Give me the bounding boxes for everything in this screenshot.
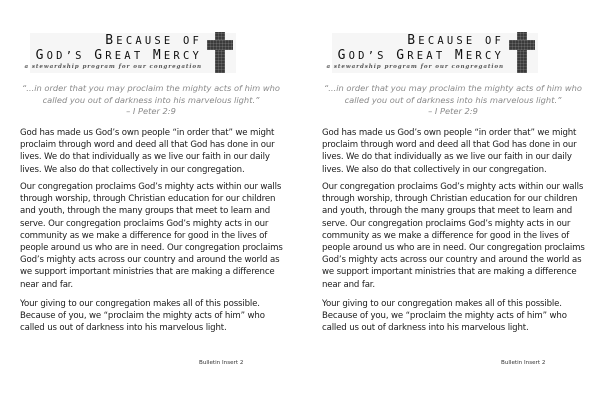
paragraph-2 xyxy=(20,181,295,291)
header-subtitle: a stewardship program for our congregation xyxy=(326,64,504,70)
header-title-line2: GOD’S GREAT MERCY xyxy=(337,48,504,63)
text-line: near and far. xyxy=(20,279,73,290)
text-line: Our congregation proclaims God’s mighty acts within our walls xyxy=(322,182,584,192)
text-line: “...in order that you may proclaim the mighty acts of him who xyxy=(22,83,280,93)
text-line: Your giving to our congregation makes all of this possible. xyxy=(322,299,562,309)
program-header-logo xyxy=(24,33,236,73)
text-line: Our congregation proclaims God’s mighty acts within our walls xyxy=(20,182,282,192)
paragraph-2 xyxy=(322,181,597,291)
text-line: – I Peter 2:9 xyxy=(428,106,478,116)
text-line: called us out of darkness into his marvelous light. xyxy=(20,323,227,334)
text-line: proclaim through word and deed all that God has done in our xyxy=(20,140,275,151)
text-line: lives. We do that individually as we live our faith in our daily xyxy=(322,152,572,163)
text-line: Because of you, we “proclaim the mighty acts of him” who xyxy=(322,311,567,322)
header-title-line1: BECAUSE OF xyxy=(105,33,202,48)
page-footer: Bulletin Insert 2 xyxy=(199,360,244,366)
text-line: Your giving to our congregation makes all of this possible. xyxy=(20,299,260,309)
text-line: lives. We do that individually as we live our faith in our daily xyxy=(20,152,270,163)
text-line: God has made us God’s own people “in order that” we might xyxy=(20,128,275,138)
program-header-logo xyxy=(326,33,538,73)
paragraph-3 xyxy=(322,298,597,335)
header-title-line2: GOD’S GREAT MERCY xyxy=(35,48,202,63)
text-line: community as we make a difference for good in the lives of xyxy=(322,230,570,241)
header-title-line1: BECAUSE OF xyxy=(407,33,504,48)
scripture-quote xyxy=(322,83,584,118)
text-line: called us out of darkness into his marvelous light. xyxy=(322,323,529,334)
text-line: serve. Our congregation proclaims God’s mighty acts in our xyxy=(322,218,571,229)
text-line: near and far. xyxy=(322,279,375,290)
text-line: we support important ministries that are making a difference xyxy=(322,267,577,278)
text-line: lives. We also do that collectively in our congregation. xyxy=(322,164,547,175)
text-line: God has made us God’s own people “in order that” we might xyxy=(322,128,577,138)
paragraph-1 xyxy=(20,127,295,176)
text-line: proclaim through word and deed all that God has done in our xyxy=(322,140,577,151)
cross-icon xyxy=(207,32,233,73)
text-line: and youth, through the many groups that meet to learn and xyxy=(20,206,271,217)
text-line: God’s mighty acts across our country and around the world as xyxy=(20,255,280,266)
scripture-quote xyxy=(20,83,282,118)
text-line: called you out of darkness into his marvelous light.” xyxy=(344,94,562,105)
text-line: lives. We also do that collectively in our congregation. xyxy=(20,164,245,175)
text-line: Because of you, we “proclaim the mighty acts of him” who xyxy=(20,311,265,322)
text-line: through worship, through Christian education for our children xyxy=(20,194,276,205)
page-footer: Bulletin Insert 2 xyxy=(501,360,546,366)
text-line: community as we make a difference for good in the lives of xyxy=(20,230,268,241)
text-line: – I Peter 2:9 xyxy=(126,106,176,116)
text-line: serve. Our congregation proclaims God’s mighty acts in our xyxy=(20,218,269,229)
text-line: we support important ministries that are making a difference xyxy=(20,267,275,278)
cross-icon xyxy=(509,32,535,73)
text-line: called you out of darkness into his marvelous light.” xyxy=(42,94,260,105)
text-line: people around us who are in need. Our congregation proclaims xyxy=(20,243,283,254)
text-line: God’s mighty acts across our country and around the world as xyxy=(322,255,582,266)
bulletin-insert-page-right xyxy=(302,0,600,400)
paragraph-3 xyxy=(20,298,295,335)
text-line: people around us who are in need. Our congregation proclaims xyxy=(322,243,585,254)
paragraph-1 xyxy=(322,127,597,176)
text-line: through worship, through Christian education for our children xyxy=(322,194,578,205)
text-line: “...in order that you may proclaim the mighty acts of him who xyxy=(324,83,582,93)
header-subtitle: a stewardship program for our congregation xyxy=(24,64,202,70)
text-line: and youth, through the many groups that meet to learn and xyxy=(322,206,573,217)
